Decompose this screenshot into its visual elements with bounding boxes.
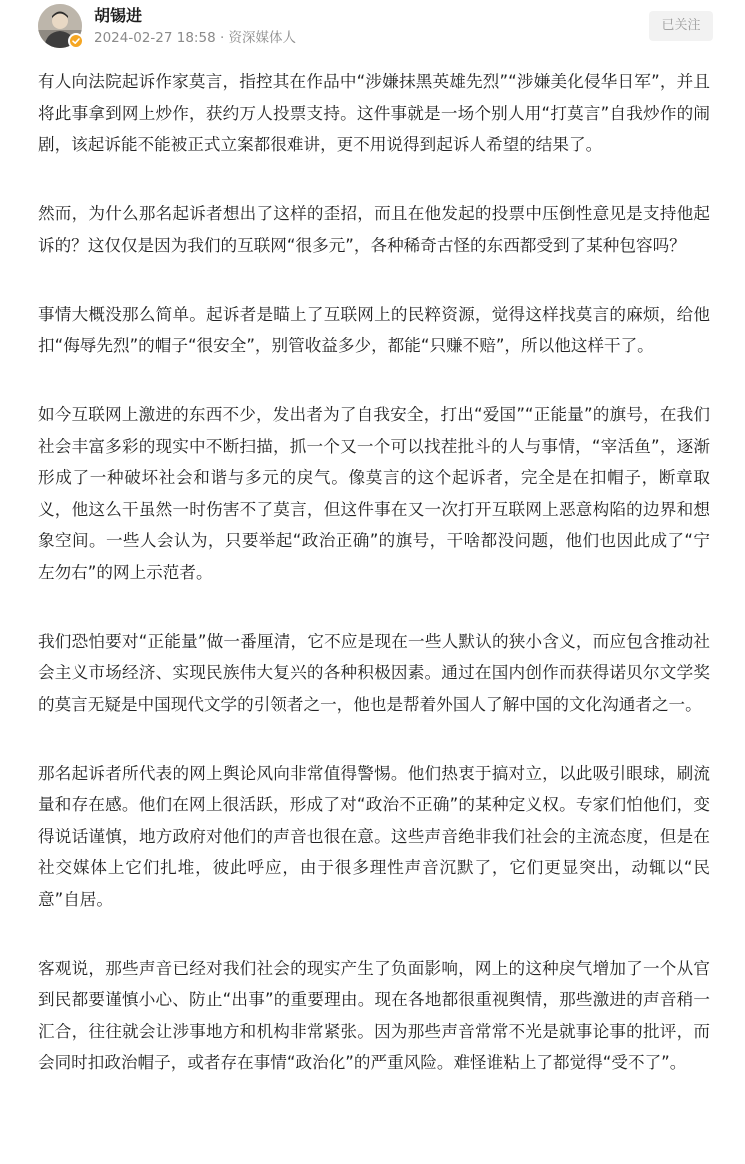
post-meta: 2024-02-27 18:58 · 资深媒体人 bbox=[94, 30, 297, 46]
article-paragraph: 客观说，那些声音已经对我们社会的现实产生了负面影响，网上的这种戾气增加了一个从官到民都要谨慎小心、防止“出事”的重要理由。现在各地都很重视舆情，那些激进的声音稍一汇合，往往就会让涉事地方和机构非常紧张。因为那些声音常常不光是就事论事的批评，而会同时扣政治帽子，或者存在事情“政治化”的严重风险。难怪谁粘上了都觉得“受不了”。 bbox=[38, 958, 710, 1072]
verified-badge-icon bbox=[68, 33, 84, 49]
follow-button[interactable]: 已关注 bbox=[649, 11, 713, 41]
article-paragraph: 那名起诉者所代表的网上舆论风向非常值得警惕。他们热衷于搞对立，以此吸引眼球，刷流量和存在感。他们在网上很活跃，形成了对“政治不正确”的某种定义权。专家们怕他们，变得说话谨慎，地方政府对他们的声音也很在意。这些声音绝非我们社会的主流态度，但是在社交媒体上它们扎堆，彼此呼应，由于很多理性声音沉默了，它们更显突出，动辄以“民意”自居。 bbox=[38, 763, 710, 909]
article-paragraph: 如今互联网上激进的东西不少，发出者为了自我安全，打出“爱国”“正能量”的旗号，在我们社会丰富多彩的现实中不断扫描，抓一个又一个可以找茬批斗的人与事情，“宰活鱼”，逐渐形成了一种破坏社会和谐与多元的戾气。像莫言的这个起诉者，完全是在扣帽子，断章取义，他这么干虽然一时伤害不了莫言，但这件事在又一次打开互联网上恶意构陷的边界和想象空间。一些人会认为，只要举起“政治正确”的旗号，干啥都没问题，他们也因此成了“宁左勿右”的网上示范者。 bbox=[38, 405, 710, 582]
article-paragraph: 然而，为什么那名起诉者想出了这样的歪招，而且在他发起的投票中压倒性意见是支持他起诉的？这仅仅是因为我们的互联网“很多元”，各种稀奇古怪的东西都受到了某种包容吗？ bbox=[38, 204, 710, 255]
article-body bbox=[38, 66, 710, 1079]
article-paragraph: 事情大概没那么简单。起诉者是瞄上了互联网上的民粹资源，觉得这样找莫言的麻烦，给他扣“侮辱先烈”的帽子“很安全”，别管收益多少，都能“只赚不赔”，所以他这样干了。 bbox=[38, 304, 710, 355]
post-header bbox=[0, 0, 745, 56]
article-paragraph: 有人向法院起诉作家莫言，指控其在作品中“涉嫌抹黑英雄先烈”“涉嫌美化侵华日军”，并且将此事拿到网上炒作，获约万人投票支持。这件事就是一场个别人用“打莫言”自我炒作的闹剧，该起诉能不能被正式立案都很难讲，更不用说得到起诉人希望的结果了。 bbox=[38, 72, 710, 154]
author-name[interactable]: 胡锡进 bbox=[94, 6, 143, 25]
article-paragraph: 我们恐怕要对“正能量”做一番厘清，它不应是现在一些人默认的狭小含义，而应包含推动社会主义市场经济、实现民族伟大复兴的各种积极因素。通过在国内创作而获得诺贝尔文学奖的莫言无疑是中国现代文学的引领者之一，他也是帮着外国人了解中国的文化沟通者之一。 bbox=[38, 631, 710, 714]
